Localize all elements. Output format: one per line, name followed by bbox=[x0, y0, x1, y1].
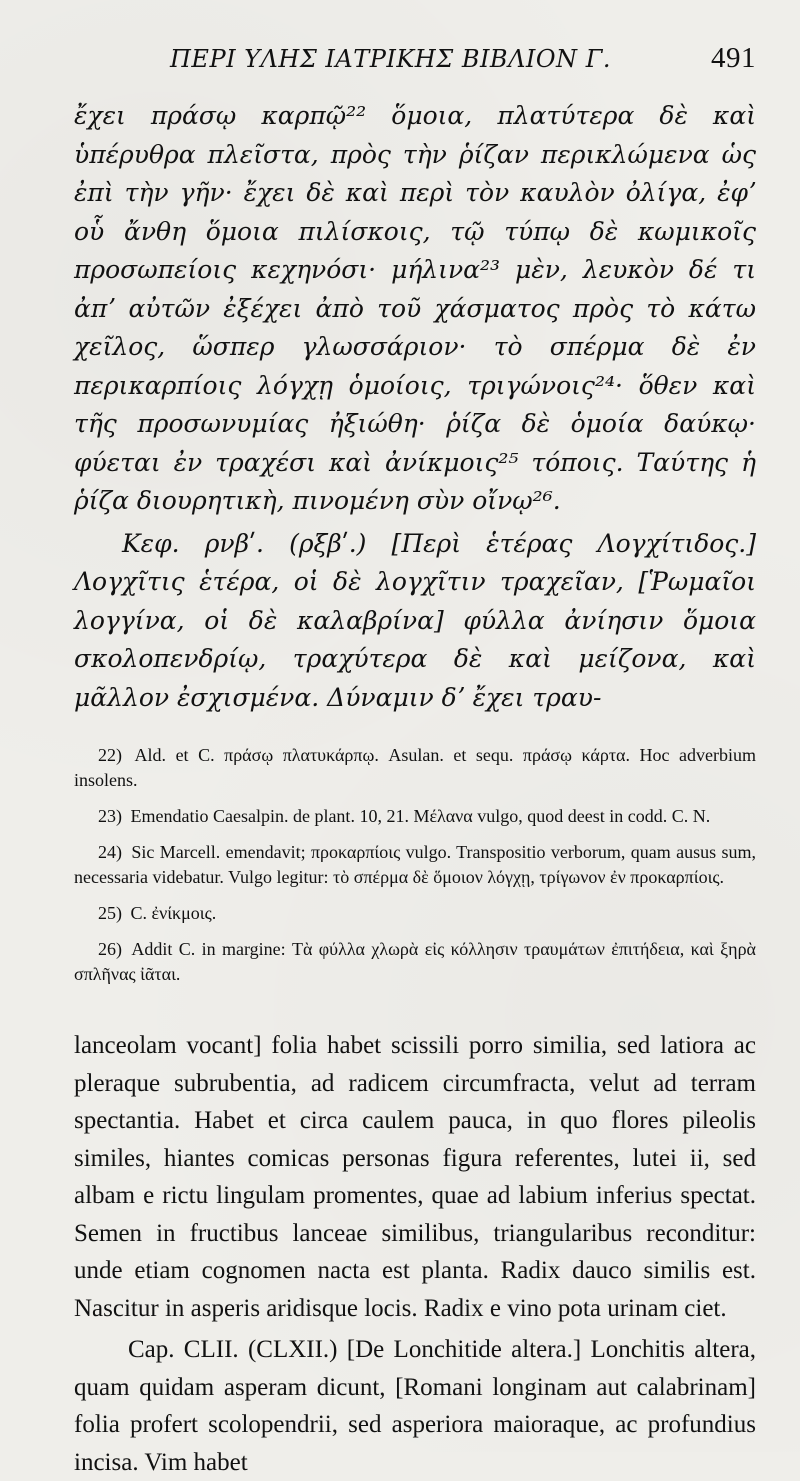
footnote-number: 26) bbox=[98, 939, 122, 959]
running-title: ΠΕΡΙ ΥΛΗΣ ΙΑΤΡΙΚΗΣ ΒΙΒΛΙΟΝ Γ. bbox=[170, 45, 611, 73]
footnote-text: Ald. et C. πράσῳ πλατυκάρπῳ. Asulan. et sequ. πράσῳ κάρτα. Hoc adverbium insolens. bbox=[74, 745, 757, 790]
footnote-text: C. ἐνίκμοις. bbox=[130, 903, 217, 923]
footnote-text: Emendatio Caesalpin. de plant. 10, 21. Μέλανα vulgo, quod deest in codd. C. N. bbox=[130, 806, 711, 826]
footnote-number: 24) bbox=[98, 842, 122, 862]
latin-paragraph-continuation: lanceolam vocant] folia habet scissili porro similia, sed latiora ac pleraque subrubentia, ad radicem circumfracta, velut ad terram spectantia. Habet et circa caulem pauca, in quo flores pileolis similes, hiantes comicas personas figura referentes, lutei ii, sed albam e rictu lingulam promentes, quae ad labium inferius spectat. Semen in fructibus lanceae similibus, triangularibus reconditur: unde etiam cognomen nacta est planta. Radix dauco similis est. Nascitur in asperis aridisque locis. Radix e vino pota urinam ciet. bbox=[74, 1032, 756, 1322]
footnote-number: 25) bbox=[98, 903, 122, 923]
latin-translation bbox=[74, 1027, 756, 1481]
footnote-23 bbox=[74, 804, 756, 829]
footnote-24 bbox=[74, 840, 756, 890]
footnote-number: 22) bbox=[98, 745, 122, 765]
greek-text bbox=[74, 97, 756, 717]
footnote-text: Sic Marcell. emendavit; προκαρπίοις vulgo. Transpositio verborum, quam ausus sum, necessaria videbatur. Vulgo legitur: τὸ σπέρμα δὲ ὅμοιον λόγχῃ, τρίγωνον ἐν προκαρπίοις. bbox=[74, 842, 756, 887]
page-number: 491 bbox=[711, 42, 756, 74]
running-head bbox=[170, 42, 756, 75]
latin-paragraph-chapter-152: Cap. CLII. (CLXII.) [De Lonchitide altera.] Lonchitis altera, quam quidam asperam dicunt, [Romani longinam aut calabrinam] folia profert scolopendrii, sed asperiora maioraque, ac profundius incisa. Vim habet bbox=[74, 1336, 756, 1476]
footnote-25 bbox=[74, 901, 756, 926]
footnote-text: Addit C. in margine: Τὰ φύλλα χλωρὰ εἰς κόλλησιν τραυμάτων ἐπιτήδεια, καὶ ξηρὰ σπλῆνας ἰᾶται. bbox=[74, 939, 756, 984]
greek-paragraph-chapter-152: Κεφ. ρνβʹ. (ρξβʹ.) [Περὶ ἑτέρας Λογχίτιδος.] Λογχῖτις ἑτέρα, οἱ δὲ λογχῖτιν τραχεῖαν, [Ῥωμαῖοι λογγίνα, οἱ δὲ καλαβρίνα] φύλλα ἀνίησιν ὅμοια σκολοπενδρίῳ, τραχύτερα δὲ καὶ μείζονα, καὶ μᾶλλον ἐσχισμένα. Δύναμιν δʼ ἔχει τραυ- bbox=[74, 528, 756, 712]
greek-paragraph-continuation: ἔχει πράσῳ καρπῷ²² ὅμοια, πλατύτερα δὲ καὶ ὑπέρυθρα πλεῖστα, πρὸς τὴν ῥίζαν περικλώμενα ὡς ἐπὶ τὴν γῆν· ἔχει δὲ καὶ περὶ τὸν καυλὸν ὀλίγα, ἐφʼ οὗ ἄνθη ὅμοια πιλίσκοις, τῷ τύπῳ δὲ κωμικοῖς προσωπείοις κεχηνόσι· μήλινα²³ μὲν, λευκὸν δέ τι ἀπʼ αὐτῶν ἐξέχει ἀπὸ τοῦ χάσματος πρὸς τὸ κάτω χεῖλος, ὥσπερ γλωσσάριον· τὸ σπέρμα δὲ ἐν περικαρπίοις λόγχῃ ὁμοίοις, τριγώνοις²⁴· ὅθεν καὶ τῆς προσωνυμίας ἠξιώθη· ῥίζα δὲ ὁμοία δαύκῳ· φύεται ἐν τραχέσι καὶ ἀνίκμοις²⁵ τόποις. Ταύτης ἡ ῥίζα διουρητικὴ, πινομένη σὺν οἴνῳ²⁶. bbox=[74, 101, 756, 515]
footnote-22 bbox=[74, 743, 756, 793]
footnote-number: 23) bbox=[98, 806, 122, 826]
footnotes bbox=[74, 743, 756, 987]
footnote-26 bbox=[74, 937, 756, 987]
